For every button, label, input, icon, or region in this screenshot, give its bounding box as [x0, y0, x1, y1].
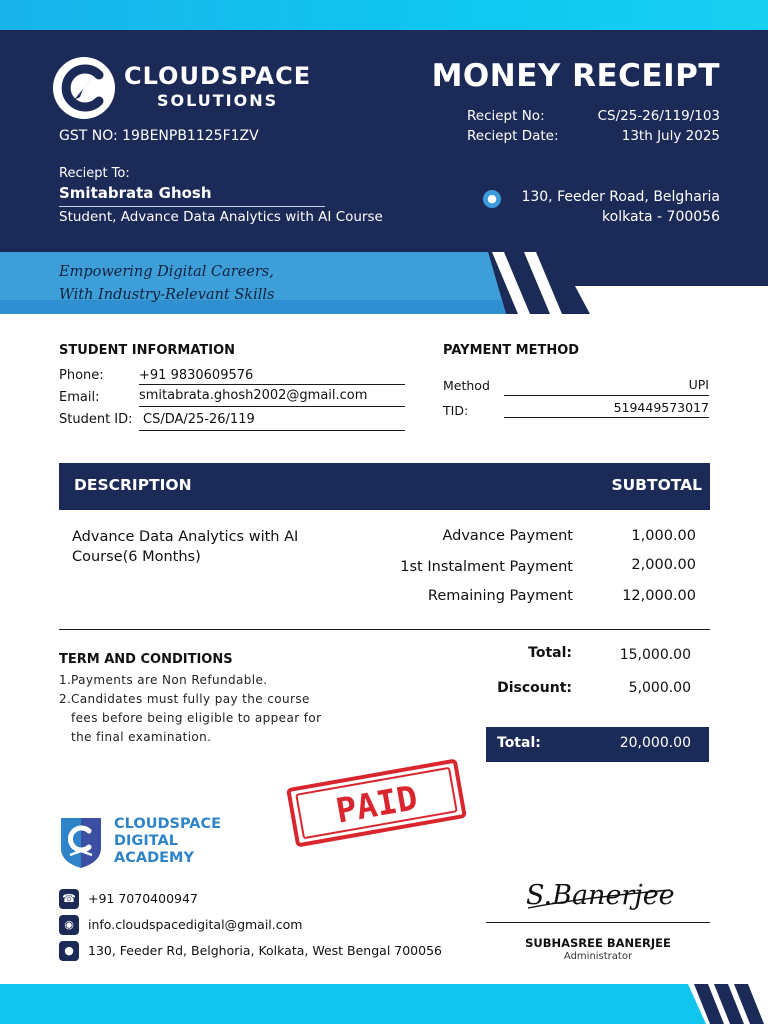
total-value: 15,000.00 [619, 647, 691, 663]
tagline-line-1: Empowering Digital Careers, [59, 264, 274, 280]
term-item: 2. Candidates must fully pay the course fees before being eligible to appear for the final examination. [59, 692, 322, 744]
phone-icon: ☎ [59, 889, 79, 909]
contact-email: info.cloudspacedigital@gmail.com [88, 917, 303, 932]
receipt-no-value: CS/25-26/119/103 [597, 108, 720, 124]
footer-strip [0, 984, 768, 1024]
receipt-to-label: Reciept To: [59, 166, 130, 181]
tid-value: 519449573017 [613, 400, 709, 415]
payment-method-heading: PAYMENT METHOD [443, 343, 580, 358]
location-pin-icon: ● [59, 941, 79, 961]
top-accent-strip [0, 0, 768, 30]
terms-list [59, 671, 339, 747]
section-divider [59, 629, 710, 630]
line-item-label: 1st Instalment Payment [400, 559, 573, 575]
globe-icon: ◉ [59, 915, 79, 935]
line-item-label: Advance Payment [442, 528, 573, 544]
method-value: UPI [688, 377, 709, 392]
email-underline [139, 406, 405, 407]
academy-name-line: CLOUDSPACE [114, 816, 222, 832]
company-subname: SOLUTIONS [157, 91, 279, 110]
signatory-title: Administrator [563, 951, 633, 962]
location-pin-icon: ● [483, 190, 501, 208]
term-item: 1. Payments are Non Refundable. [59, 673, 268, 687]
recipient-name: Smitabrata Ghosh [59, 184, 212, 202]
line-item-amount: 2,000.00 [631, 557, 696, 573]
signature-image [520, 868, 680, 918]
student-info-heading: STUDENT INFORMATION [59, 343, 236, 358]
signature-line [486, 922, 710, 923]
address-line-1: 130, Feeder Road, Belgharia [521, 189, 720, 205]
student-id-underline [139, 430, 405, 431]
tagline-line-2: With Industry-Relevant Skills [59, 287, 275, 303]
line-item-amount: 1,000.00 [631, 528, 696, 544]
receipt-date-value: 13th July 2025 [621, 128, 720, 144]
paid-stamp [285, 757, 468, 848]
tagline-banner [0, 252, 768, 316]
document-title: MONEY RECEIPT [431, 58, 720, 94]
contact-address: 130, Feeder Rd, Belghoria, Kolkata, West Bengal 700056 [88, 943, 442, 958]
grand-total-label: Total: [497, 735, 541, 751]
phone-label: Phone: [59, 368, 104, 383]
cloudspace-logo-icon [52, 56, 116, 120]
student-id-value: CS/DA/25-26/119 [143, 412, 255, 427]
terms-heading: TERM AND CONDITIONS [59, 652, 233, 667]
phone-value: +91 9830609576 [139, 368, 254, 383]
phone-underline [139, 384, 405, 385]
method-label: Method [443, 378, 490, 393]
academy-name [114, 816, 221, 867]
svg-text:S.Banerjee: S.Banerjee [526, 880, 675, 911]
contact-phone: +91 7070400947 [88, 891, 198, 906]
course-description: Advance Data Analytics with AI Course(6 Months) [72, 529, 299, 565]
tid-underline [504, 417, 709, 418]
company-name: CLOUDSPACE [124, 62, 312, 90]
subtotal-column-header: SUBTOTAL [611, 476, 702, 494]
description-column-header: DESCRIPTION [74, 476, 192, 494]
tid-label: TID: [443, 403, 469, 418]
line-item-amount: 12,000.00 [622, 588, 696, 604]
signatory-name: SUBHASREE BANERJEE [525, 936, 671, 950]
grand-total-value: 20,000.00 [619, 735, 691, 751]
email-value: smitabrata.ghosh2002@gmail.com [139, 388, 368, 403]
academy-logo-icon [57, 814, 105, 870]
address-line-2: kolkata - 700056 [602, 209, 720, 225]
paid-stamp-text: PAID [333, 778, 421, 832]
total-label: Total: [528, 645, 572, 661]
method-underline [504, 395, 709, 396]
recipient-role: Student, Advance Data Analytics with AI Course [59, 209, 383, 225]
gst-number: GST NO: 19BENPB1125F1ZV [59, 128, 259, 144]
discount-label: Discount: [497, 680, 572, 696]
recipient-underline [59, 206, 325, 207]
academy-name-line: DIGITAL [114, 833, 178, 849]
receipt-no-label: Reciept No: [467, 108, 545, 124]
receipt-date-label: Reciept Date: [467, 128, 559, 144]
academy-name-line: ACADEMY [114, 850, 194, 866]
line-item-label: Remaining Payment [427, 588, 573, 604]
discount-value: 5,000.00 [628, 680, 691, 696]
email-label: Email: [59, 390, 100, 405]
student-id-label: Student ID: [59, 412, 133, 427]
